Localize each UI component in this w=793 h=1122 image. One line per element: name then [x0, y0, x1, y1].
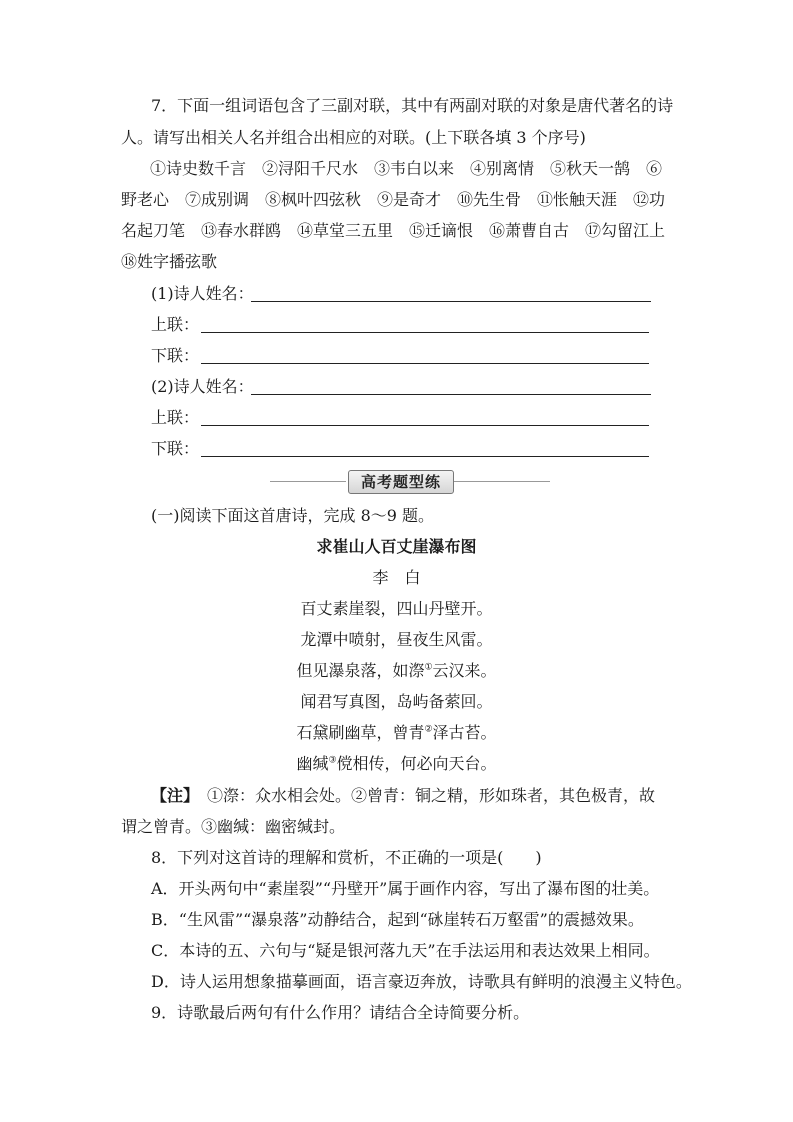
q7-line2: 人。请写出相关人名并组合出相应的对联。(上下联各填 3 个序号)	[121, 128, 586, 147]
poem-title: 求崔山人百丈崖瀑布图	[316, 537, 477, 556]
q8-option-c[interactable]: C．本诗的五、六句与“疑是银河落九天”在手法运用和表达效果上相同。	[151, 941, 660, 960]
q8-option-d[interactable]: D．诗人运用想象描摹画面，语言豪迈奔放，诗歌具有鲜明的浪漫主义特色。	[151, 972, 692, 991]
footnote-ref-3: ③	[328, 755, 337, 766]
q8-option-a[interactable]: A．开头两句中“素崖裂”“丹壁开”属于画作内容，写出了瀑布图的壮美。	[151, 879, 660, 898]
footnote-ref-1: ①	[424, 662, 433, 673]
lower-couplet-2-label: 下联：	[151, 439, 200, 458]
upper-couplet-2-label: 上联：	[151, 408, 200, 427]
reading-intro: (一)阅读下面这首唐诗，完成 8～9 题。	[151, 506, 435, 525]
q7-options-1: ①诗史数千言 ②浔阳千尺水 ③韦白以来 ④别离情 ⑤秋天一鹄 ⑥	[150, 159, 663, 178]
q7-options-3: 名起刀笔 ⑬春水群鸥 ⑭草堂三五里 ⑮迁谪恨 ⑯萧曹自古 ⑰勾留江上	[121, 221, 666, 240]
section-header	[270, 470, 550, 494]
poem-line-6: 幽缄③傥相传，何必向天台。	[296, 754, 497, 773]
q7-line1: 7．下面一组词语包含了三副对联，其中有两副对联的对象是唐代著名的诗	[151, 96, 674, 115]
q7-options-2: 野老心 ⑦成别调 ⑧枫叶四弦秋 ⑨是奇才 ⑩先生骨 ⑪怅触天涯 ⑫功	[121, 190, 666, 209]
q8-option-b[interactable]: B．“生风雷”“瀑泉落”动静结合，起到“砯崖转石万壑雷”的震撼效果。	[151, 910, 644, 929]
poem-line-1: 百丈素崖裂，四山丹壁开。	[300, 599, 493, 618]
q7-options-4: ⑱姓字播弦歌	[121, 252, 218, 271]
poem-notes-line2: 谓之曾青。③幽缄：幽密缄封。	[121, 817, 346, 836]
poet-name-2-label: (2)诗人姓名：	[151, 377, 254, 396]
poem-notes-line1: 【注】 ①漈：众水相会处。②曾青：铜之精，形如珠者，其色极青，故	[151, 786, 656, 805]
poem-line-3: 但见瀑泉落，如漈①云汉来。	[296, 661, 497, 680]
note-label: 【注】	[151, 786, 192, 805]
upper-couplet-1-field[interactable]	[151, 315, 649, 335]
lower-couplet-1-field[interactable]	[151, 346, 649, 366]
poem-line-4: 闻君写真图，岛屿备萦回。	[300, 692, 493, 711]
poet-name-1-field[interactable]	[151, 284, 651, 304]
poet-name-1-label: (1)诗人姓名：	[151, 284, 254, 303]
upper-couplet-2-field[interactable]	[151, 408, 649, 428]
q9-stem: 9．诗歌最后两句有什么作用？请结合全诗简要分析。	[151, 1003, 530, 1022]
poem-line-2: 龙潭中喷射，昼夜生风雷。	[300, 630, 493, 649]
poem-author: 李 白	[372, 568, 421, 587]
poet-name-2-field[interactable]	[151, 377, 651, 397]
upper-couplet-1-label: 上联：	[151, 315, 200, 334]
q8-stem: 8．下列对这首诗的理解和赏析，不正确的一项是( )	[151, 848, 542, 867]
lower-couplet-2-field[interactable]	[151, 439, 649, 459]
section-badge: 高考题型练	[348, 470, 454, 494]
lower-couplet-1-label: 下联：	[151, 346, 200, 365]
footnote-ref-2: ②	[424, 724, 433, 735]
poem-line-5: 石黛刷幽草，曾青②泽古苔。	[296, 723, 497, 742]
